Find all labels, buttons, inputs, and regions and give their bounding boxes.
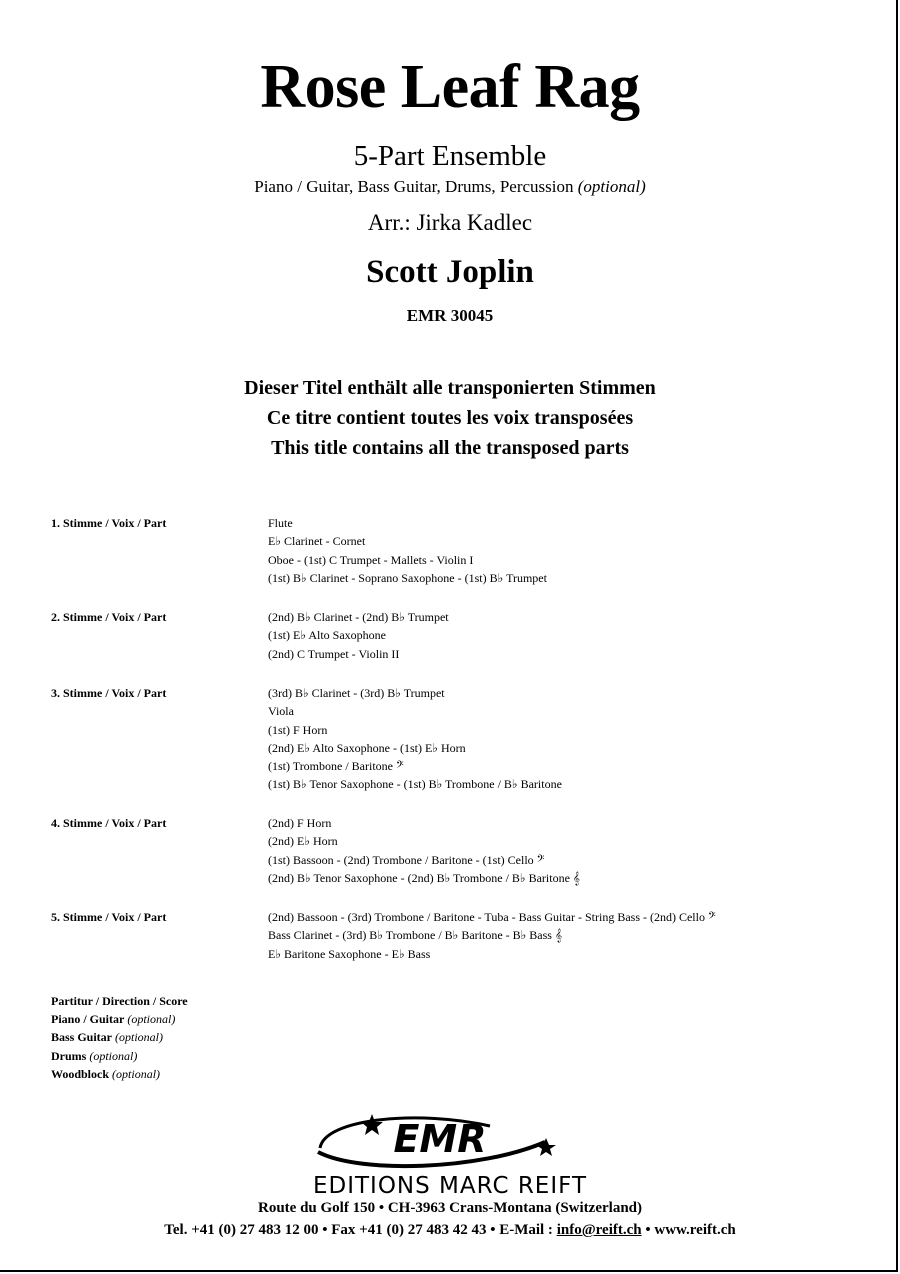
instrument-line: (1st) E♭ Alto Saxophone [268, 628, 386, 643]
notice-german: Dieser Titel enthält alle transponierten Stimmen [244, 377, 656, 399]
email-link[interactable]: info@reift.ch [556, 1222, 642, 1238]
notice-french: Ce titre contient toutes les voix transposées [266, 407, 634, 429]
page-title: Rose Leaf Rag [260, 53, 640, 121]
part-3-label: 3. Stimme / Voix / Part [51, 686, 167, 700]
instrumentation-text: Piano / Guitar, Bass Guitar, Drums, Percussion [254, 177, 574, 196]
publisher-contact [0, 1219, 900, 1241]
instrument-line: (3rd) B♭ Clarinet - (3rd) B♭ Trumpet [268, 686, 445, 700]
instrument-line: (1st) Trombone / Baritone 𝄢 [268, 759, 404, 774]
instrument-line: (2nd) B♭ Clarinet - (2nd) B♭ Trumpet [268, 610, 449, 624]
logo-star-left [361, 1114, 383, 1135]
instrument-line: (1st) F Horn [268, 722, 328, 737]
instrument-line: Viola [268, 704, 294, 719]
part-3-instruments [268, 684, 562, 794]
part-5-instruments [268, 908, 716, 963]
instrument-line: (2nd) F Horn [268, 816, 332, 830]
instrument-line: (2nd) B♭ Tenor Saxophone - (2nd) B♭ Trombone / B♭ Baritone 𝄞 [268, 870, 580, 885]
list-item [51, 1047, 188, 1065]
instrument-line: (2nd) Bassoon - (3rd) Trombone / Baritone - Tuba - Bass Guitar - String Bass - (2nd) Cello 𝄢 [268, 910, 716, 924]
instrument-line: Flute [268, 516, 293, 530]
instrument-line: Bass Clarinet - (3rd) B♭ Trombone / B♭ Baritone - B♭ Bass 𝄞 [268, 928, 563, 943]
instrument-line: (2nd) E♭ Alto Saxophone - (1st) E♭ Horn [268, 740, 466, 755]
extra-name: Piano / Guitar [51, 1012, 125, 1027]
list-item [51, 1065, 188, 1083]
contact-phone-fax: Tel. +41 (0) 27 483 12 00 • Fax +41 (0) 27 483 42 43 • E-Mail : [164, 1222, 557, 1238]
publisher-name: EDITIONS MARC REIFT [312, 1173, 588, 1199]
instrument-line: (2nd) C Trumpet - Violin II [268, 646, 400, 661]
score-and-extras-list [51, 992, 188, 1083]
notice-english: This title contains all the transposed parts [271, 437, 629, 459]
logo-text: EMR [393, 1117, 487, 1161]
instrumentation-line [0, 176, 900, 198]
list-item [51, 1010, 188, 1028]
extra-note: (optional) [89, 1048, 138, 1063]
part-1-instruments [268, 514, 547, 587]
instrument-line: E♭ Clarinet - Cornet [268, 534, 366, 549]
list-item [51, 1028, 188, 1046]
logo-star-right [536, 1138, 556, 1156]
part-4-label: 4. Stimme / Voix / Part [51, 816, 167, 830]
extra-name: Drums [51, 1048, 87, 1063]
extra-note: (optional) [112, 1066, 161, 1081]
emr-logo [300, 1108, 560, 1174]
instrumentation-optional: (optional) [577, 177, 646, 196]
catalog-number: EMR 30045 [406, 306, 494, 325]
extra-name: Woodblock [51, 1066, 110, 1081]
ensemble-subtitle: 5-Part Ensemble [353, 140, 547, 172]
part-2-instruments [268, 608, 449, 663]
extra-note: (optional) [127, 1012, 176, 1027]
instrument-line: (1st) Bassoon - (2nd) Trombone / Baritone - (1st) Cello 𝄢 [268, 852, 545, 867]
instrument-line: (1st) B♭ Tenor Saxophone - (1st) B♭ Trombone / B♭ Baritone [268, 777, 562, 792]
part-4-instruments [268, 814, 580, 887]
extra-name: Partitur / Direction / Score [51, 994, 188, 1008]
website-link[interactable]: • www.reift.ch [641, 1222, 736, 1238]
extra-note: (optional) [115, 1030, 164, 1045]
instrument-line: (2nd) E♭ Horn [268, 834, 338, 849]
part-2-label: 2. Stimme / Voix / Part [51, 610, 167, 624]
composer: Scott Joplin [366, 254, 534, 290]
arranger: Arr.: Jirka Kadlec [367, 210, 533, 235]
part-1-label: 1. Stimme / Voix / Part [51, 516, 167, 530]
publisher-address: Route du Golf 150 • CH-3963 Crans-Montana (Switzerland) [258, 1200, 642, 1216]
instrument-line: E♭ Baritone Saxophone - E♭ Bass [268, 946, 431, 961]
extra-name: Bass Guitar [51, 1030, 113, 1045]
list-item [51, 992, 188, 1010]
part-5-label: 5. Stimme / Voix / Part [51, 910, 167, 924]
instrument-line: (1st) B♭ Clarinet - Soprano Saxophone - (1st) B♭ Trumpet [268, 570, 547, 585]
instrument-line: Oboe - (1st) C Trumpet - Mallets - Violin I [268, 552, 474, 567]
